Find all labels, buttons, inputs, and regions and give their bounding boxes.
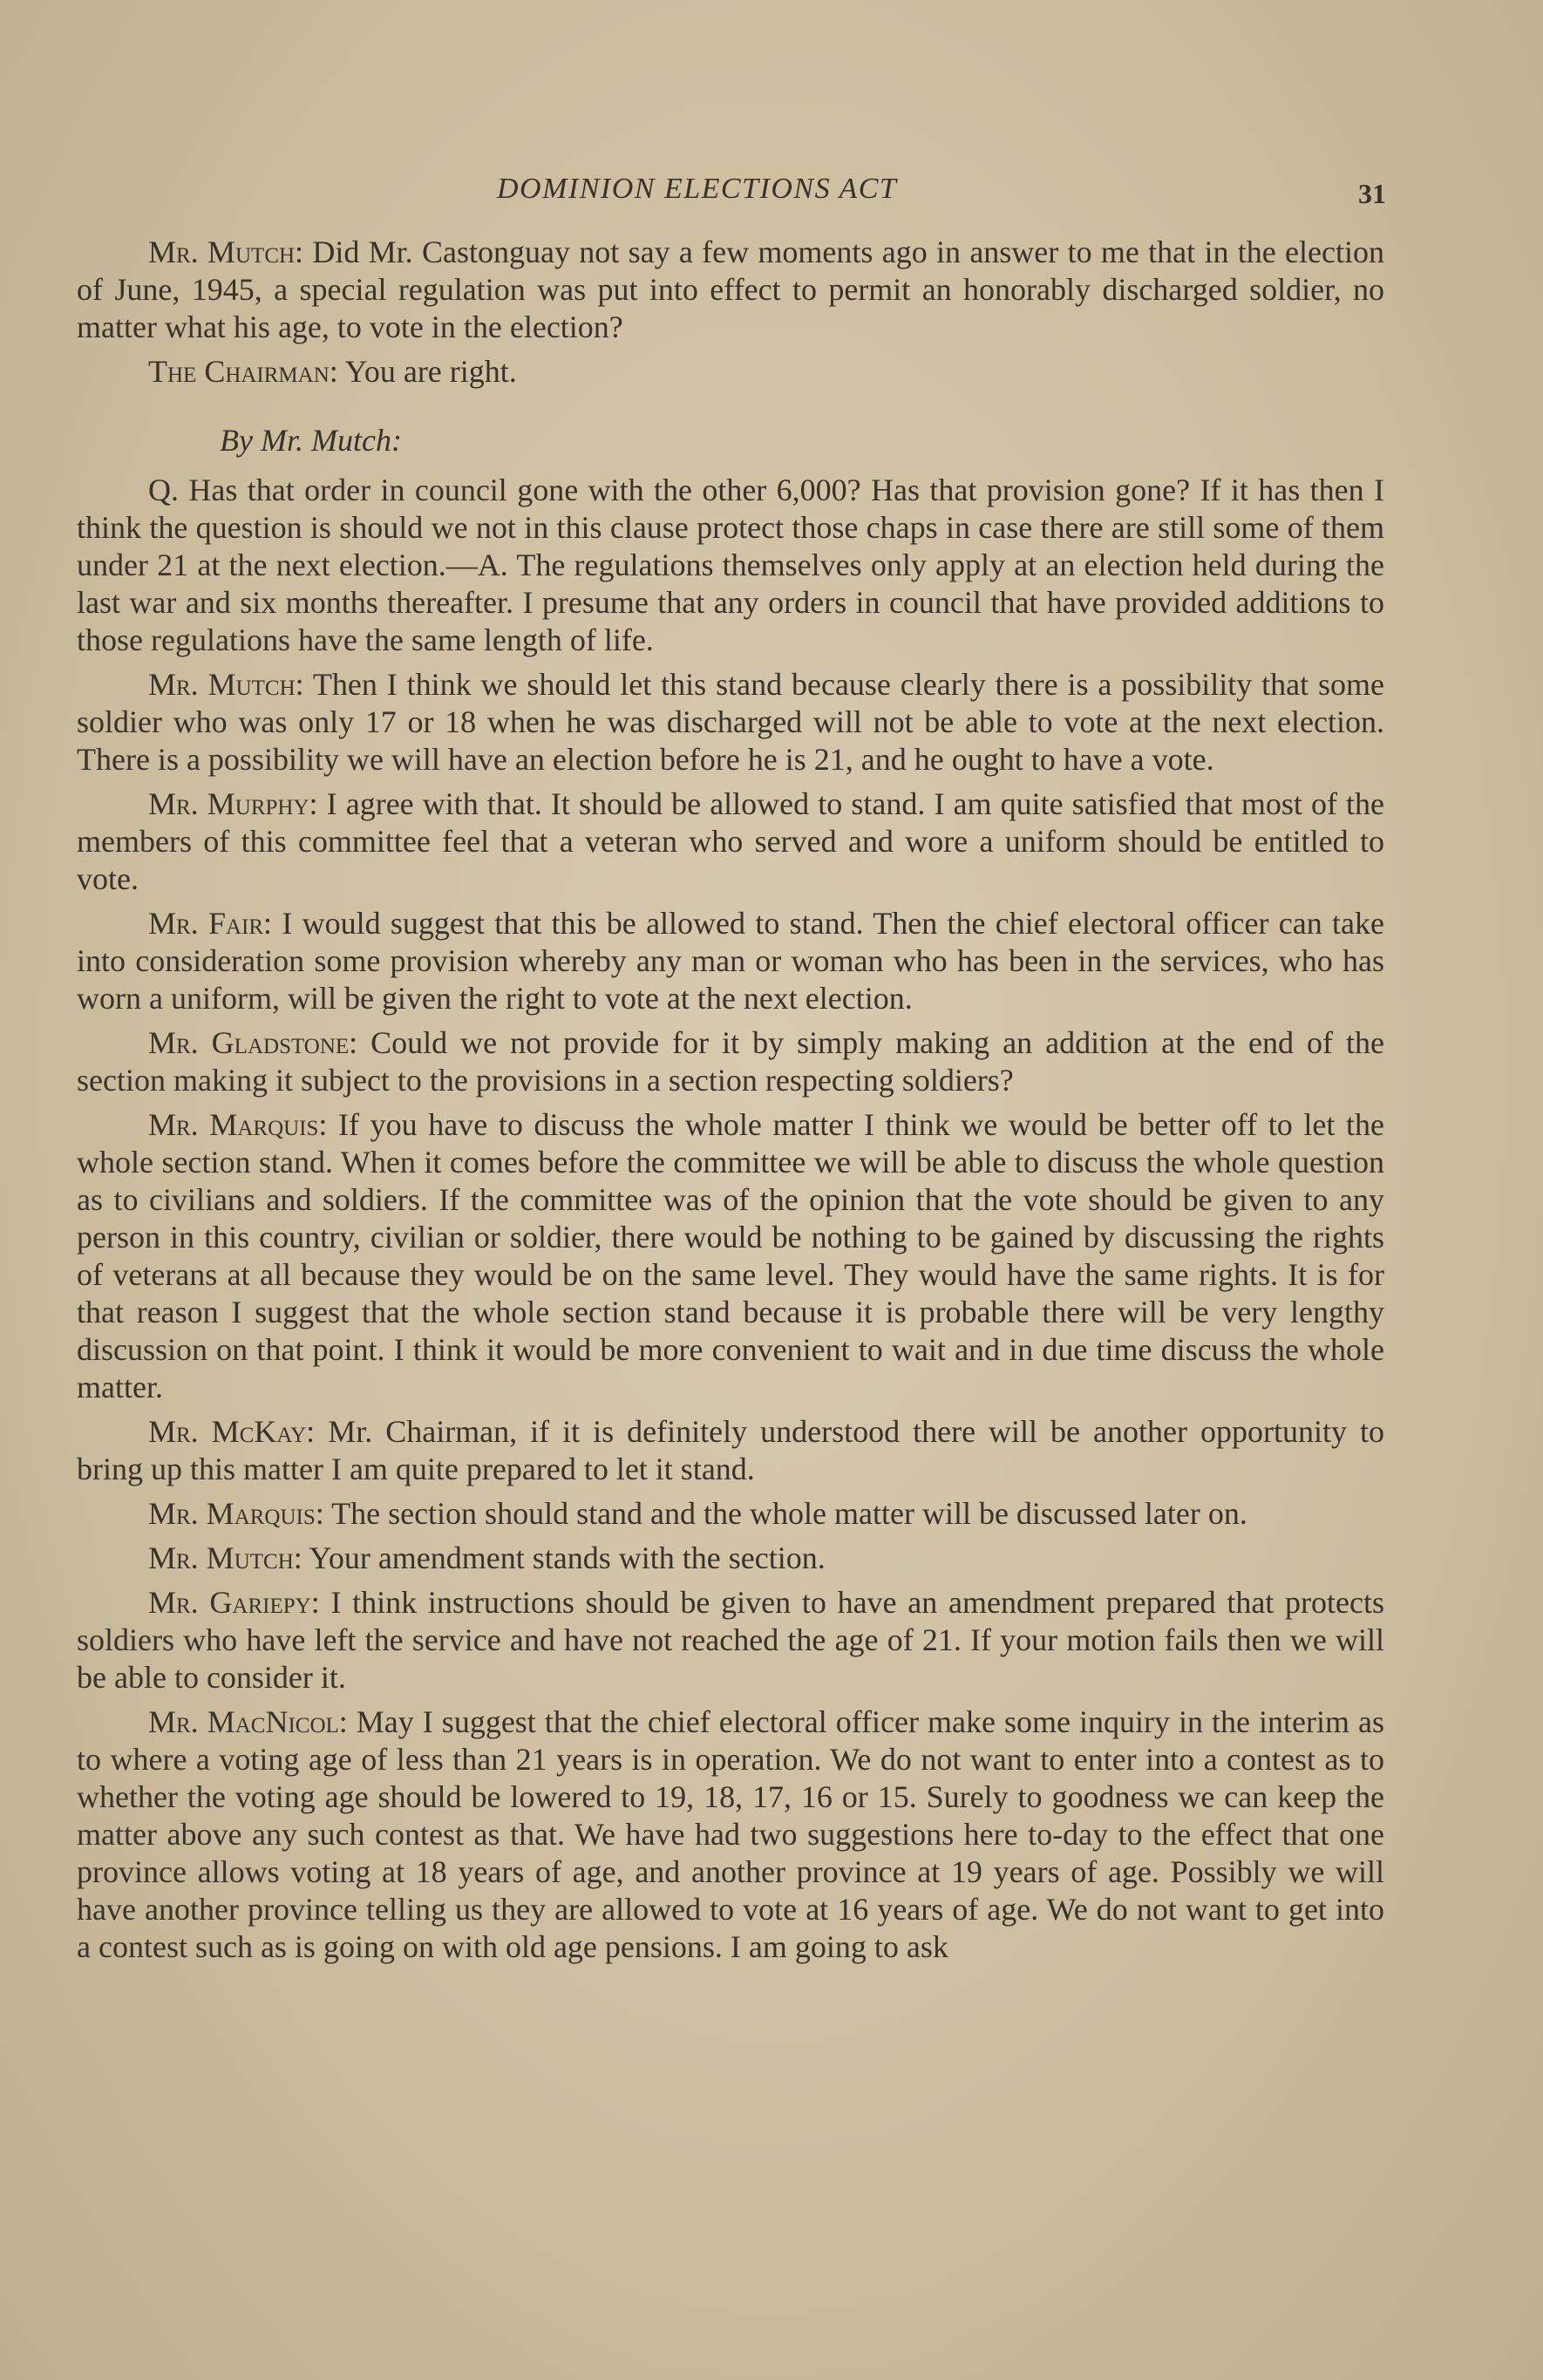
paragraph-text: The section should stand and the whole matter will be discussed later on. <box>323 1496 1247 1531</box>
speaker-name: Mr. Marquis: <box>148 1107 328 1142</box>
paragraph <box>77 1106 1384 1406</box>
paragraph-text: I would suggest that this be allowed to stand. Then the chief electoral officer can take into consideration some provision whereby any man or woman who has been in the services, who has worn a uniform, will be given the right to vote at the next election. <box>77 906 1384 1016</box>
speaker-name: Mr. Murphy: <box>148 786 318 821</box>
paragraph-text: If you have to discuss the whole matter I think we would be better off to let the whole section stand. When it comes before the committee we will be able to discuss the whole question as to civilians and soldiers. If the committee was of the opinion that the vote should be given to any person in this country, civilian or soldier, there would be nothing to be gained by discussing the rights of veterans at all because they would be on the same level. They would have the same rights. It is for that reason I suggest that the whole section stand because it is probable there will be very lengthy discussion on that point. I think it would be more convenient to wait and in due time discuss the whole matter. <box>77 1107 1384 1404</box>
paragraph <box>77 353 1384 391</box>
paragraph <box>77 905 1384 1017</box>
speaker-name: Mr. Mutch: <box>148 667 304 702</box>
paragraph <box>77 1703 1384 1966</box>
paragraph <box>77 1495 1384 1533</box>
paragraph <box>77 785 1384 898</box>
page-number: 31 <box>1358 178 1386 209</box>
paragraph-text: You are right. <box>337 354 517 389</box>
paragraph <box>77 1024 1384 1099</box>
speaker-name: Mr. Gladstone: <box>148 1025 358 1060</box>
speaker-name: The Chairman: <box>148 354 338 389</box>
examination-byline: By Mr. Mutch: <box>220 423 402 458</box>
paragraph-text: I agree with that. It should be allowed to stand. I am quite satisfied that most of the members of this committee feel that a veteran who served and wore a uniform should be entitled to vote. <box>77 786 1385 896</box>
speaker-name: Mr. Mutch: <box>148 235 304 269</box>
speaker-name: Mr. Fair: <box>148 906 273 941</box>
paragraph <box>77 234 1384 346</box>
paragraph <box>77 666 1384 779</box>
paragraph-text: I think instructions should be given to have an amendment prepared that protects soldiers who have left the service and have not reached the age of 21. If your motion fails then we will be able to consider it. <box>77 1585 1384 1695</box>
page-header <box>78 173 1386 216</box>
speaker-name: Mr. MacNicol: <box>148 1704 348 1739</box>
paragraph-text: Your amendment stands with the section. <box>302 1540 826 1575</box>
speaker-name: Mr. Mutch: <box>148 1540 302 1575</box>
running-title: DOMINION ELECTIONS ACT <box>497 173 898 205</box>
paragraph <box>77 1584 1384 1697</box>
paragraph <box>77 1540 1384 1577</box>
paragraph-text: Could we not provide for it by simply making an addition at the end of the section making it subject to the provisions in a section respecting soldiers? <box>77 1025 1384 1098</box>
page-body <box>77 234 1384 1973</box>
paragraph-text: Mr. Chairman, if it is definitely understood there will be another opportunity to bring up this matter I am quite prepared to let it stand. <box>77 1414 1384 1486</box>
question-answer-paragraph: Q. Has that order in council gone with the other 6,000? Has that provision gone? If it has then I think the question is should we not in this clause protect those chaps in case there are still some of them under 21 at the next election.—A. The regulations themselves only apply at an election held during the last war and six months thereafter. I presume that any orders in council that have provided additions to those regulations have the same length of life. <box>77 473 1384 657</box>
paragraph <box>77 1413 1384 1488</box>
paragraph-text: Did Mr. Castonguay not say a few moments ago in answer to me that in the election of June, 1945, a special regulation was put into effect to permit an honorably discharged soldier, no matter what his age, to vote in the election? <box>77 235 1384 344</box>
speaker-name: Mr. Marquis: <box>148 1496 324 1531</box>
paragraph-text: Then I think we should let this stand because clearly there is a possibility that some soldier who was only 17 or 18 when he was discharged will not be able to vote at the next election. There is a possibility we will have an election before he is 21, and he ought to have a vote. <box>77 667 1384 777</box>
speaker-name: Mr. McKay: <box>148 1414 316 1449</box>
paragraph-text: May I suggest that the chief electoral officer make some inquiry in the interim as to where a voting age of less than 21 years is in operation. We do not want to enter into a contest as to whether the voting age should be lowered to 19, 18, 17, 16 or 15. Surely to goodness we can keep the matter above any such contest as that. We have had two suggestions here to-day to the effect that one province allows voting at 18 years of age, and another province at 19 years of age. Possibly we will have another province telling us they are allowed to vote at 16 years of age. We do not want to get into a contest such as is going on with old age pensions. I am going to ask <box>77 1704 1384 1964</box>
speaker-name: Mr. Gariepy: <box>148 1585 320 1620</box>
